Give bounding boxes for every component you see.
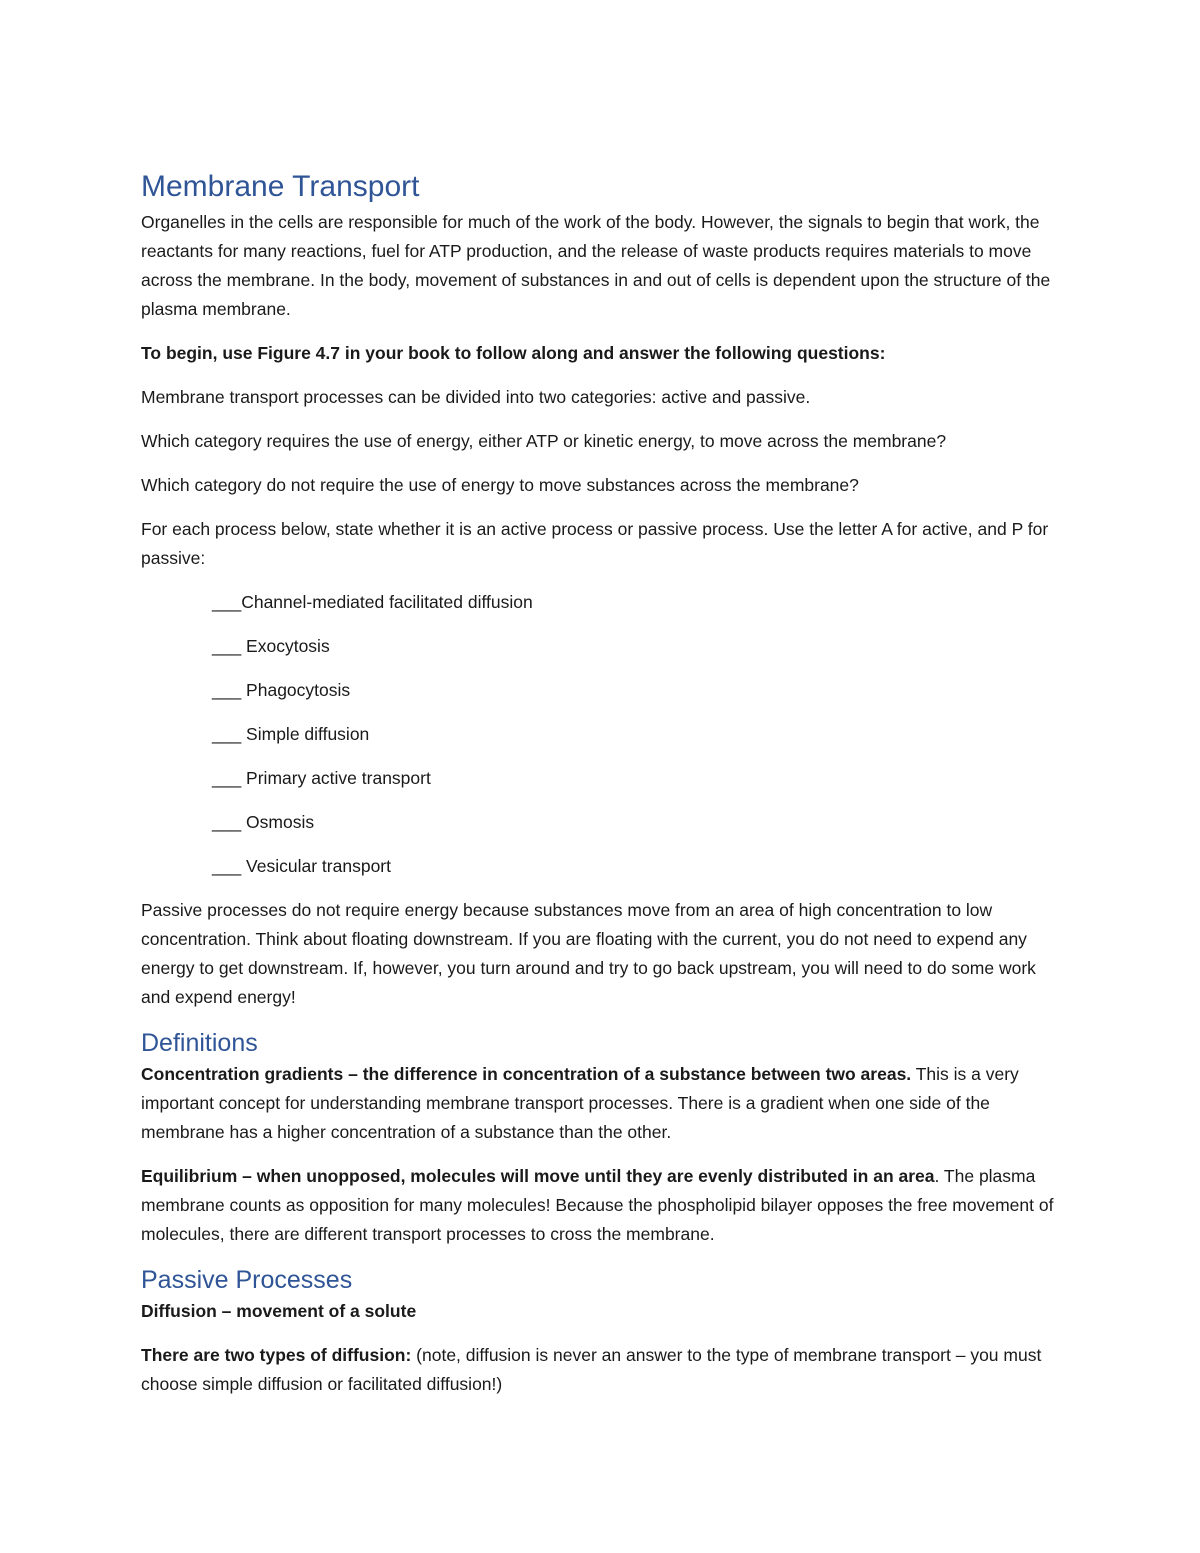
document-page <box>141 168 1061 1399</box>
passive-explanation: Passive processes do not require energy because substances move from an area of high concentration to low concentration. Think about floating downstream. If you are floating with the current, you do not need to expend any energy to get downstream. If, however, you turn around and try to go back upstream, you will need to do some work and expend energy! <box>141 900 1036 1007</box>
diffusion-types-term: There are two types of diffusion: <box>141 1345 412 1365</box>
process-item: ___ Exocytosis <box>212 636 330 656</box>
question-2: Which category do not require the use of energy to move substances across the membrane? <box>141 475 859 495</box>
diffusion-types-text: (note, diffusion is never an answer to the type of membrane transport – you must choose simple diffusion or facilitated diffusion!) <box>141 1345 1042 1394</box>
equilibrium-term: Equilibrium – when unopposed, molecules will move until they are evenly distributed in an area <box>141 1166 935 1186</box>
equilibrium-text: . The plasma membrane counts as opposition for many molecules! Because the phospholipid bilayer opposes the free movement of molecules, there are different transport processes to cross the membrane. <box>141 1166 1054 1244</box>
concentration-definition <box>141 1060 1061 1147</box>
process-list <box>141 588 1061 881</box>
intro-paragraph: Organelles in the cells are responsible for much of the work of the body. However, the signals to begin that work, the reactants for many reactions, fuel for ATP production, and the release of waste products requires materials to move across the membrane. In the body, movement of substances in and out of cells is dependent upon the structure of the plasma membrane. <box>141 212 1051 319</box>
process-prompt: For each process below, state whether it is an active process or passive process. Use the letter A for active, and P for passive: <box>141 519 1049 568</box>
passive-processes-heading: Passive Processes <box>141 1266 353 1294</box>
question-1: Which category requires the use of energy, either ATP or kinetic energy, to move across the membrane? <box>141 431 947 451</box>
concentration-text: This is a very important concept for understanding membrane transport processes. There is a gradient when one side of the membrane has a higher concentration of a substance than the other. <box>141 1064 1019 1142</box>
concentration-term: Concentration gradients – the difference in concentration of a substance between two areas. <box>141 1064 912 1084</box>
categories-text: Membrane transport processes can be divided into two categories: active and passive. <box>141 387 811 407</box>
instruction-text: To begin, use Figure 4.7 in your book to follow along and answer the following questions: <box>141 343 886 363</box>
diffusion-definition: Diffusion – movement of a solute <box>141 1301 417 1321</box>
diffusion-types <box>141 1341 1061 1399</box>
process-item: ___ Osmosis <box>212 812 315 832</box>
process-item: ___ Simple diffusion <box>212 724 370 744</box>
definitions-heading: Definitions <box>141 1029 258 1057</box>
page-title: Membrane Transport <box>141 170 420 203</box>
process-item: ___ Vesicular transport <box>212 856 391 876</box>
process-item: ___ Phagocytosis <box>212 680 351 700</box>
process-item: ___Channel-mediated facilitated diffusion <box>212 592 533 612</box>
process-item: ___ Primary active transport <box>212 768 431 788</box>
equilibrium-definition <box>141 1162 1061 1249</box>
